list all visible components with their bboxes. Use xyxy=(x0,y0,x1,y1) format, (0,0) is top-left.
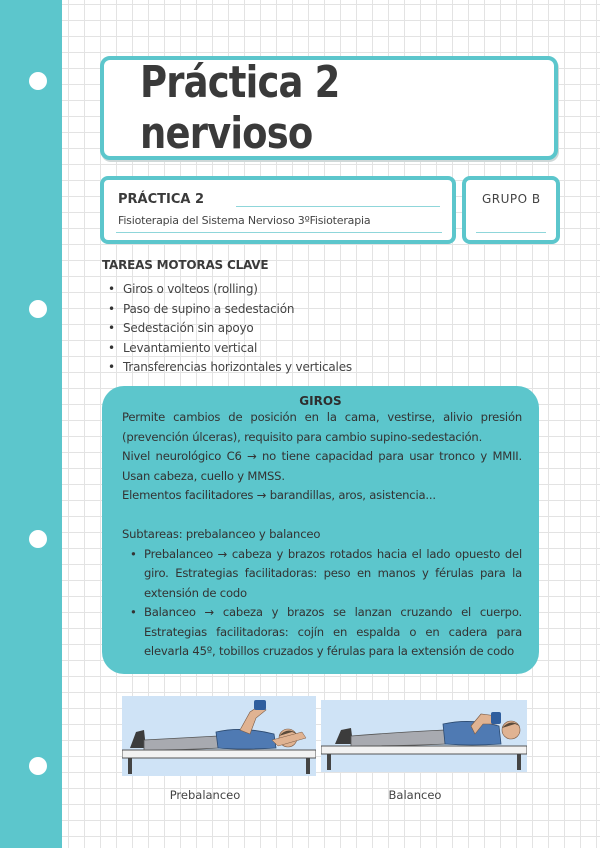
figure-caption: Balanceo xyxy=(388,788,442,802)
list-item: • Giros o volteos (rolling) xyxy=(108,280,352,300)
giros-paragraph: Permite cambios de posición en la cama, vestirse, alivio presión (prevención úlceras), requisito para cambio supino-sedestación. xyxy=(122,410,522,444)
binder-hole xyxy=(29,300,47,318)
binder-hole xyxy=(29,757,47,775)
figure-caption: Prebalanceo xyxy=(169,788,241,802)
course-subtitle: Fisioterapia del Sistema Nervioso 3ºFisioterapia xyxy=(118,214,371,227)
write-line xyxy=(236,206,440,207)
prebalanceo-illustration xyxy=(122,696,316,776)
list-item: • Prebalanceo → cabeza y brazos rotados hacia el lado opuesto del giro. Estrategias facilitadoras: peso en manos y férulas para la extensión de codo xyxy=(144,545,522,604)
group-label: GRUPO B xyxy=(482,192,541,206)
binder-hole xyxy=(29,72,47,90)
tasks-list xyxy=(108,280,352,378)
giros-section xyxy=(102,386,539,674)
list-item: • Transferencias horizontales y verticales xyxy=(108,358,352,378)
list-item: • Balanceo → cabeza y brazos se lanzan cruzando el cuerpo. Estrategias facilitadoras: cojín en espalda o en cadera para elevarla 45º, tobillos cruzados y férulas para la extensión de codo xyxy=(144,603,522,662)
binder-hole xyxy=(29,530,47,548)
balanceo-illustration xyxy=(321,700,527,772)
page-title: Práctica 2 nervioso xyxy=(140,57,340,159)
list-item: • Paso de supino a sedestación xyxy=(108,300,352,320)
practice-label: PRÁCTICA 2 xyxy=(118,192,205,207)
giros-paragraph: Subtareas: prebalanceo y balanceo xyxy=(122,527,321,541)
binder-spine xyxy=(0,0,62,848)
practice-info-box xyxy=(100,176,456,244)
tasks-heading: TAREAS MOTORAS CLAVE xyxy=(102,258,269,272)
subtask-list xyxy=(122,545,522,662)
giros-heading: GIROS xyxy=(299,394,342,408)
write-line xyxy=(116,232,442,233)
giros-paragraph: Nivel neurológico C6 → no tiene capacidad para usar tronco y MMII. Usan cabeza, cuello y MMSS. xyxy=(122,449,522,483)
list-item: • Levantamiento vertical xyxy=(108,339,352,359)
title-box xyxy=(100,56,558,160)
write-line xyxy=(476,232,546,233)
giros-paragraph: Elementos facilitadores → barandillas, aros, asistencia... xyxy=(122,488,436,502)
list-item: • Sedestación sin apoyo xyxy=(108,319,352,339)
giros-body xyxy=(122,408,522,662)
group-box xyxy=(462,176,560,244)
